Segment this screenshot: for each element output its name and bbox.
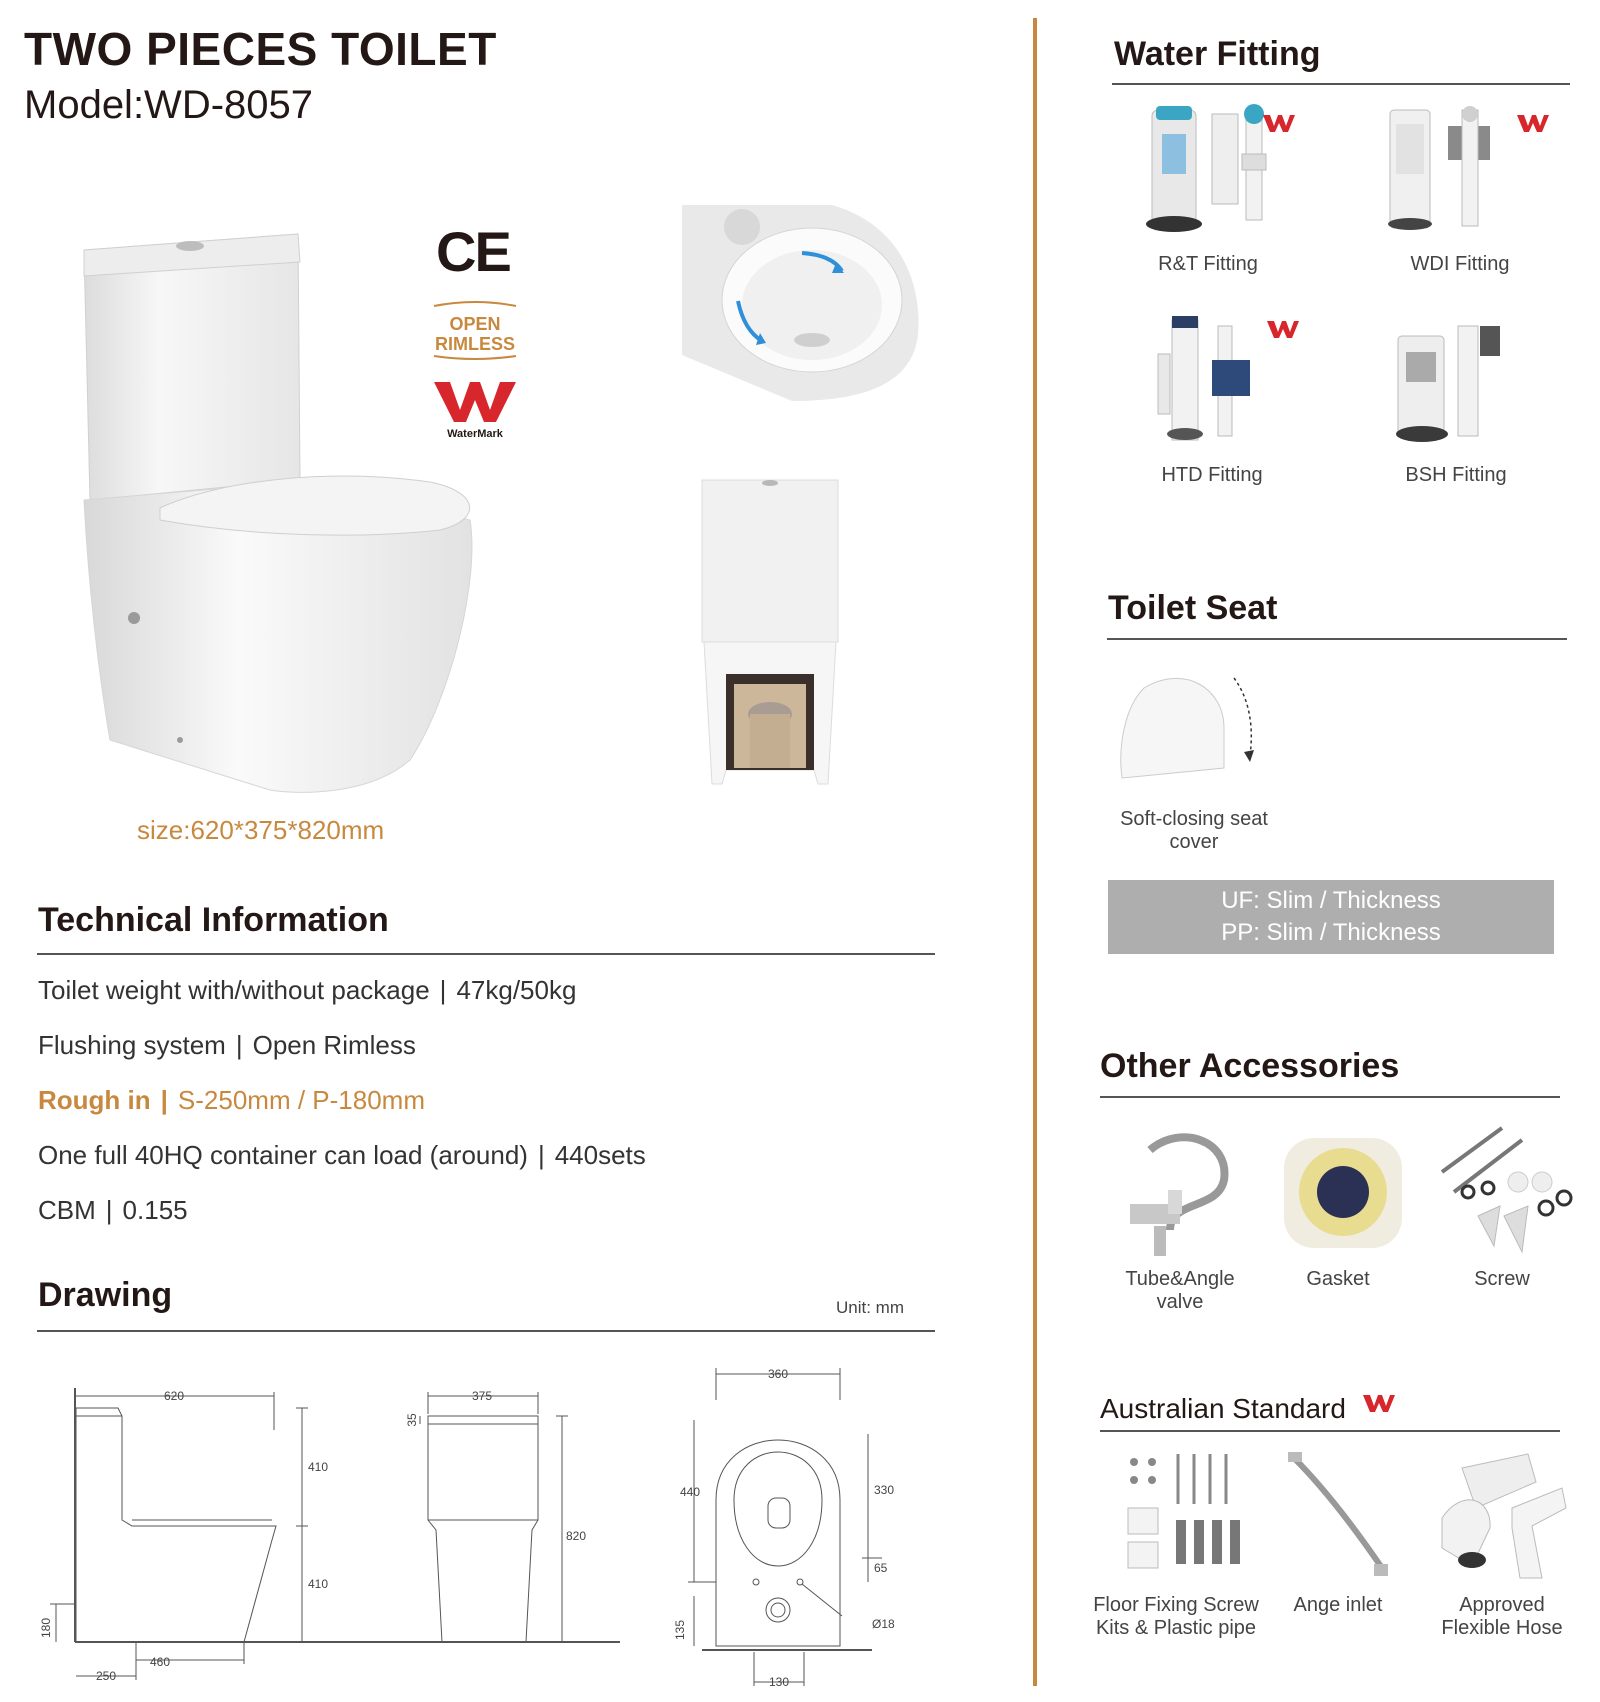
tech-row-container: One full 40HQ container can load (around) | 440sets bbox=[38, 1140, 646, 1170]
accessory-label bbox=[1422, 1594, 1582, 1640]
seat-cover-label bbox=[1104, 808, 1284, 854]
watermark-icon bbox=[1516, 114, 1550, 138]
other-accessories-rule bbox=[1100, 1096, 1560, 1098]
floor-fixing-kit-image bbox=[1116, 1450, 1256, 1580]
accessory-label: Gasket bbox=[1306, 1268, 1370, 1290]
watermark-icon bbox=[1266, 320, 1300, 344]
drawing-front-view bbox=[405, 1380, 600, 1690]
tube-angle-valve-image bbox=[1120, 1130, 1250, 1260]
bsh-fitting-image bbox=[1384, 316, 1524, 456]
water-fitting-label: BSH Fitting bbox=[1405, 464, 1507, 486]
watermark-icon bbox=[1362, 1394, 1396, 1418]
tech-value: S-250mm / P-180mm bbox=[177, 1085, 425, 1115]
screw-image bbox=[1438, 1126, 1578, 1256]
tech-row-rough-in: Rough in | S-250mm / P-180mm bbox=[38, 1085, 425, 1115]
seat-option-pp: PP: Slim / Thickness bbox=[1221, 919, 1441, 946]
drawing-unit: Unit: mm bbox=[836, 1298, 904, 1317]
dim-620: 620 bbox=[163, 1389, 185, 1403]
drawing-top-view bbox=[672, 1360, 912, 1690]
dim-460: 460 bbox=[149, 1655, 171, 1669]
dim-440: 440 bbox=[680, 1485, 701, 1499]
accessory-label: Screw bbox=[1474, 1268, 1530, 1290]
dim-410-upper: 410 bbox=[308, 1460, 329, 1474]
watermark-icon bbox=[1262, 114, 1296, 138]
tech-value: 0.155 bbox=[122, 1195, 188, 1225]
size-label: size:620*375*820mm bbox=[137, 815, 385, 845]
dim-o18: Ø18 bbox=[872, 1617, 895, 1631]
other-accessories-heading: Other Accessories bbox=[1100, 1047, 1400, 1085]
tech-value: 440sets bbox=[554, 1140, 646, 1170]
toilet-seat-rule bbox=[1107, 638, 1567, 640]
tech-label: CBM bbox=[38, 1195, 96, 1225]
open-rimless-badge bbox=[432, 300, 518, 360]
dim-135: 135 bbox=[673, 1619, 687, 1641]
seat-cover-label-line2: cover bbox=[1169, 831, 1219, 853]
accessory-label-line1: Approved bbox=[1459, 1594, 1545, 1616]
toilet-back-view-image bbox=[700, 478, 842, 788]
drawing-rule bbox=[37, 1330, 935, 1332]
tech-row-flushing: Flushing system | Open Rimless bbox=[38, 1030, 416, 1060]
open-rimless-line1: OPEN bbox=[449, 314, 501, 334]
tech-row-cbm: CBM | 0.155 bbox=[38, 1195, 188, 1225]
ange-inlet-image bbox=[1286, 1450, 1396, 1580]
tech-label: One full 40HQ container can load (around) bbox=[38, 1140, 528, 1170]
dim-250: 250 bbox=[95, 1669, 117, 1683]
accessory-label-line2: Kits & Plastic pipe bbox=[1095, 1617, 1257, 1639]
watermark-logo-text: WaterMark bbox=[447, 428, 503, 440]
toilet-product-image bbox=[70, 220, 490, 800]
seat-cover-image bbox=[1114, 668, 1264, 790]
dim-410-lower: 410 bbox=[308, 1577, 329, 1591]
tech-value: Open Rimless bbox=[252, 1030, 416, 1060]
gasket-image bbox=[1278, 1132, 1408, 1262]
drawing-heading: Drawing bbox=[38, 1276, 173, 1314]
seat-options-box bbox=[1108, 880, 1554, 954]
dim-375: 375 bbox=[471, 1389, 493, 1403]
technical-heading: Technical Information bbox=[38, 901, 389, 939]
dim-35: 35 bbox=[405, 1413, 419, 1427]
ce-mark: CE bbox=[436, 220, 510, 283]
accessory-label-line1: Tube&Angle bbox=[1125, 1268, 1235, 1290]
flexible-hose-image bbox=[1432, 1448, 1572, 1582]
tech-label: Rough in bbox=[38, 1085, 151, 1115]
water-fitting-label: WDI Fitting bbox=[1410, 253, 1510, 275]
dim-130: 130 bbox=[768, 1675, 790, 1689]
seat-option-uf: UF: Slim / Thickness bbox=[1221, 887, 1441, 914]
tech-row-weight: Toilet weight with/without package | 47kg/50kg bbox=[38, 975, 577, 1005]
australian-standard-heading: Australian Standard bbox=[1100, 1393, 1346, 1424]
page-title: TWO PIECES TOILET bbox=[24, 23, 497, 75]
dim-820: 820 bbox=[566, 1529, 587, 1543]
technical-rule bbox=[37, 953, 935, 955]
accessory-label bbox=[1086, 1594, 1266, 1640]
water-fitting-heading: Water Fitting bbox=[1114, 35, 1321, 73]
water-fitting-label: R&T Fitting bbox=[1158, 253, 1258, 275]
dim-360: 360 bbox=[767, 1367, 789, 1381]
accessory-label bbox=[1110, 1268, 1250, 1314]
accessory-label-line2: valve bbox=[1156, 1291, 1204, 1313]
seat-cover-label-line1: Soft-closing seat bbox=[1120, 808, 1268, 830]
open-rimless-line2: RIMLESS bbox=[434, 334, 516, 354]
accessory-label: Ange inlet bbox=[1293, 1594, 1383, 1616]
water-fitting-rule bbox=[1112, 83, 1570, 85]
column-divider bbox=[1033, 18, 1037, 1686]
dim-65: 65 bbox=[874, 1561, 888, 1575]
dim-330: 330 bbox=[874, 1483, 895, 1497]
accessory-label-line1: Floor Fixing Screw bbox=[1093, 1594, 1259, 1616]
water-fitting-label: HTD Fitting bbox=[1161, 464, 1263, 486]
accessory-label-line2: Flexible Hose bbox=[1441, 1617, 1563, 1639]
watermark-logo bbox=[432, 380, 518, 440]
australian-standard-rule bbox=[1100, 1430, 1560, 1432]
tech-label: Toilet weight with/without package bbox=[38, 975, 430, 1005]
rimless-bowl-image bbox=[682, 205, 922, 401]
model-number: Model:WD-8057 bbox=[24, 83, 314, 127]
toilet-seat-heading: Toilet Seat bbox=[1108, 589, 1278, 627]
dim-180: 180 bbox=[39, 1617, 53, 1639]
tech-label: Flushing system bbox=[38, 1030, 226, 1060]
tech-value: 47kg/50kg bbox=[456, 975, 577, 1005]
